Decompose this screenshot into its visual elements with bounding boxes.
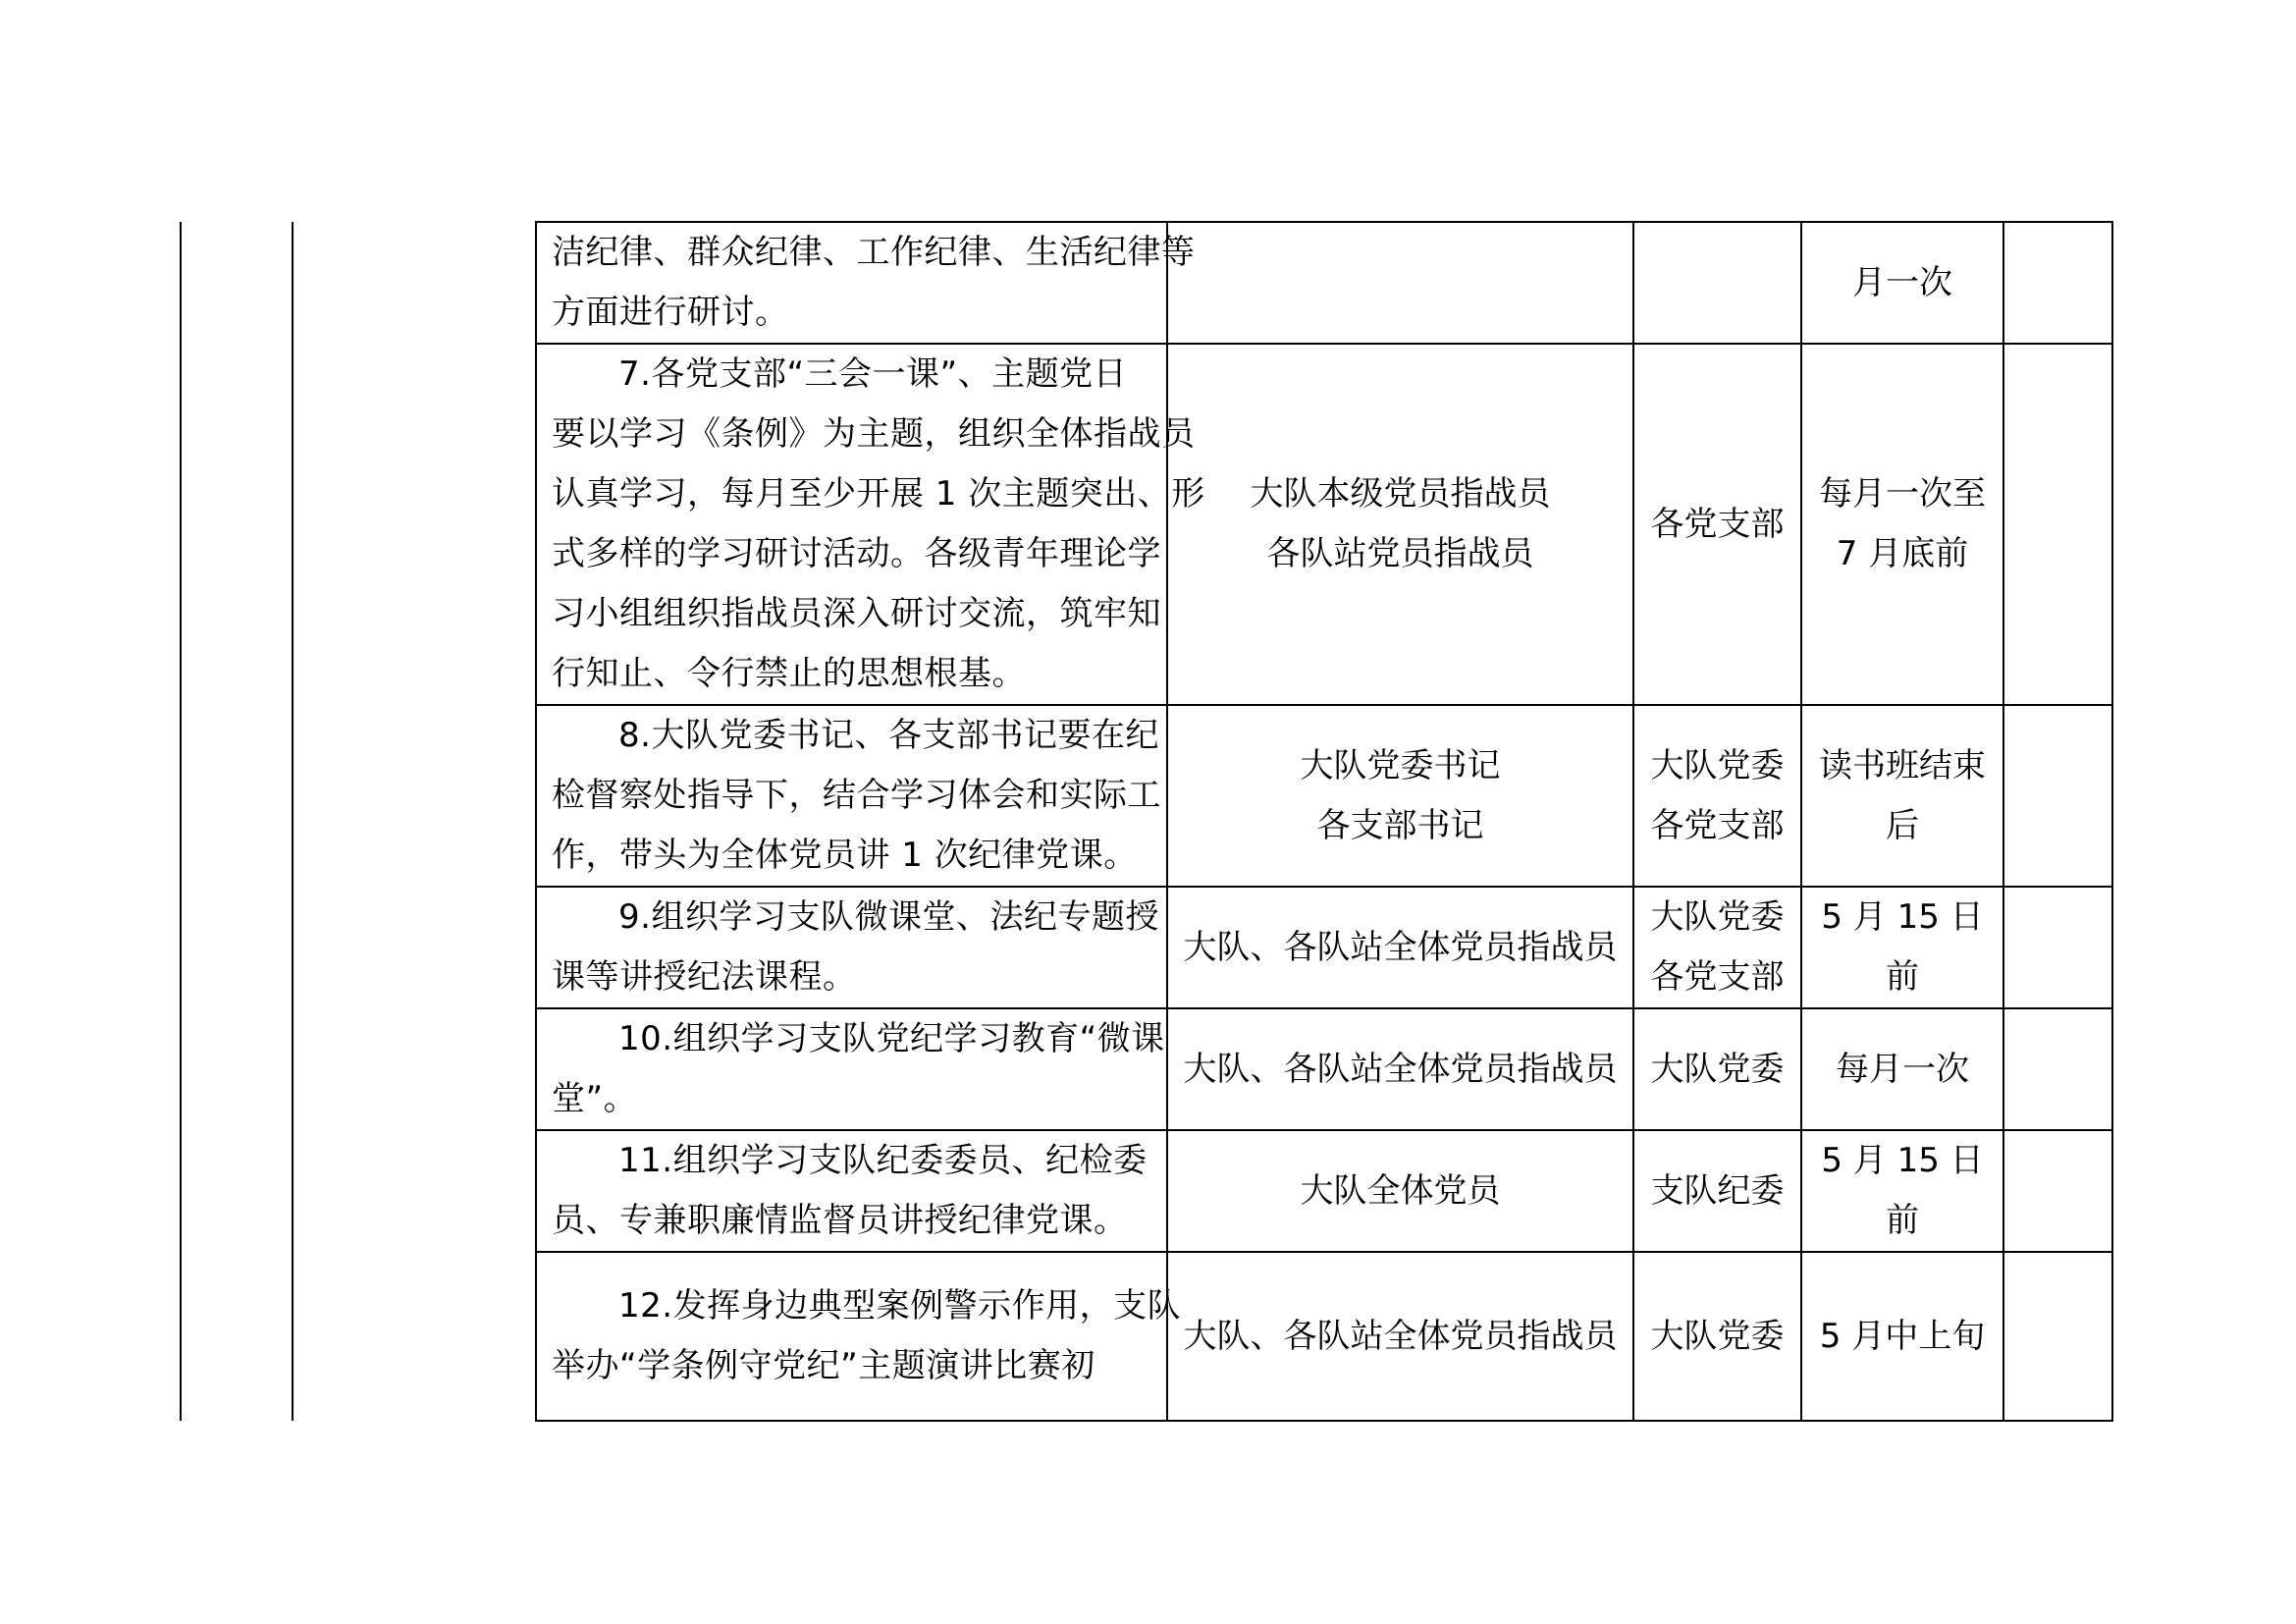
timing-cell xyxy=(1801,705,2003,887)
remarks-cell xyxy=(2003,222,2112,344)
responsible-cell xyxy=(1633,887,1801,1008)
participants-text: 大队、各队站全体党员指战员 xyxy=(1183,1049,1618,1089)
participants-cell xyxy=(1167,222,1633,344)
task-cell xyxy=(536,705,1167,887)
task-text: 习小组组织指战员深入研讨交流，筑牢知 xyxy=(552,594,1161,633)
task-text: 方面进行研讨。 xyxy=(552,293,789,332)
timing-cell xyxy=(1801,222,2003,344)
task-text: 要以学习《条例》为主题，组织全体指战员 xyxy=(552,414,1196,454)
task-cell xyxy=(536,1008,1167,1130)
task-text: 11.组织学习支队纪委委员、纪检委 xyxy=(618,1141,1148,1180)
task-cell xyxy=(536,222,1196,344)
responsible-text: 大队党委 xyxy=(1650,1049,1785,1089)
timing-cell xyxy=(1801,1130,2003,1252)
task-cell xyxy=(536,344,1205,705)
timing-cell xyxy=(1801,1252,2003,1421)
participants-text: 大队全体党员 xyxy=(1300,1170,1501,1211)
remarks-cell xyxy=(2003,1008,2112,1130)
timing-cell xyxy=(1801,887,2003,1008)
remarks-cell xyxy=(2003,887,2112,1008)
responsible-cell xyxy=(1633,222,1801,344)
responsible-text: 支队纪委 xyxy=(1650,1170,1785,1211)
task-text: 12.发挥身边典型案例警示作用，支队 xyxy=(618,1286,1182,1326)
responsible-text: 大队党委 xyxy=(1650,745,1785,785)
task-text: 行知止、令行禁止的思想根基。 xyxy=(552,654,1026,693)
table-row xyxy=(181,222,2112,344)
participants-text: 大队、各队站全体党员指战员 xyxy=(1183,927,1618,967)
responsible-text: 各党支部 xyxy=(1650,504,1785,544)
timing-cell xyxy=(1801,1008,2003,1130)
responsible-text: 各党支部 xyxy=(1650,957,1785,997)
task-text: 员、专兼职廉情监督员讲授纪律党课。 xyxy=(552,1201,1128,1240)
task-cell xyxy=(536,1252,1182,1421)
timing-text: 每月一次至 xyxy=(1819,474,1986,514)
timing-text: 前 xyxy=(1886,1201,1919,1240)
remarks-cell xyxy=(2003,344,2112,705)
remarks-cell xyxy=(2003,1252,2112,1421)
timing-text: 读书班结束 xyxy=(1819,745,1986,785)
task-text: 洁纪律、群众纪律、工作纪律、生活纪律等 xyxy=(552,233,1196,272)
participants-text: 大队、各队站全体党员指战员 xyxy=(1183,1316,1618,1356)
participants-cell xyxy=(1167,344,1633,705)
task-text: 课等讲授纪法课程。 xyxy=(552,957,857,997)
task-text: 8.大队党委书记、各支部书记要在纪 xyxy=(618,716,1159,755)
participants-cell xyxy=(1167,887,1633,1008)
participants-cell xyxy=(1167,1130,1633,1252)
work-plan-table xyxy=(180,221,2113,1422)
task-text: 堂”。 xyxy=(552,1079,638,1118)
timing-text: 7 月底前 xyxy=(1836,534,1969,573)
timing-text: 每月一次 xyxy=(1836,1049,1969,1089)
subcategory-cell xyxy=(293,222,536,1421)
responsible-text: 大队党委 xyxy=(1650,1316,1785,1356)
responsible-text: 大队党委 xyxy=(1650,897,1785,937)
timing-text: 5 月中上旬 xyxy=(1819,1316,1986,1356)
category-cell xyxy=(181,222,293,1421)
participants-text: 各队站党员指战员 xyxy=(1266,534,1534,573)
participants-text: 各支部书记 xyxy=(1316,805,1484,845)
task-text: 9.组织学习支队微课堂、法纪专题授 xyxy=(618,897,1159,937)
remarks-cell xyxy=(2003,705,2112,887)
task-text: 作，带头为全体党员讲 1 次纪律党课。 xyxy=(552,836,1138,875)
participants-cell xyxy=(1167,1252,1633,1421)
responsible-cell xyxy=(1633,1130,1801,1252)
participants-cell xyxy=(1167,1008,1633,1130)
participants-cell xyxy=(1167,705,1633,887)
responsible-cell xyxy=(1633,705,1801,887)
responsible-cell xyxy=(1633,1252,1801,1421)
task-text: 10.组织学习支队党纪学习教育“微课 xyxy=(618,1019,1165,1058)
timing-cell xyxy=(1801,344,2003,705)
task-cell xyxy=(536,1130,1167,1252)
responsible-cell xyxy=(1633,344,1801,705)
task-text: 7.各党支部“三会一课”、主题党日 xyxy=(618,354,1128,394)
task-cell xyxy=(536,887,1167,1008)
timing-text: 后 xyxy=(1886,805,1919,845)
responsible-cell xyxy=(1633,1008,1801,1130)
timing-text: 月一次 xyxy=(1852,262,1952,302)
task-text: 认真学习，每月至少开展 1 次主题突出、形 xyxy=(552,474,1205,514)
responsible-text: 各党支部 xyxy=(1650,805,1785,845)
timing-text: 5 月 15 日 xyxy=(1821,897,1984,937)
timing-text: 5 月 15 日 xyxy=(1821,1141,1984,1180)
remarks-cell xyxy=(2003,1130,2112,1252)
participants-text: 大队本级党员指战员 xyxy=(1250,474,1551,514)
task-text: 式多样的学习研讨活动。各级青年理论学 xyxy=(552,534,1161,573)
task-text: 检督察处指导下，结合学习体会和实际工 xyxy=(552,776,1161,815)
participants-text: 大队党委书记 xyxy=(1300,745,1501,785)
task-text: 举办“学条例守党纪”主题演讲比赛初 xyxy=(552,1346,1095,1385)
timing-text: 前 xyxy=(1886,957,1919,997)
